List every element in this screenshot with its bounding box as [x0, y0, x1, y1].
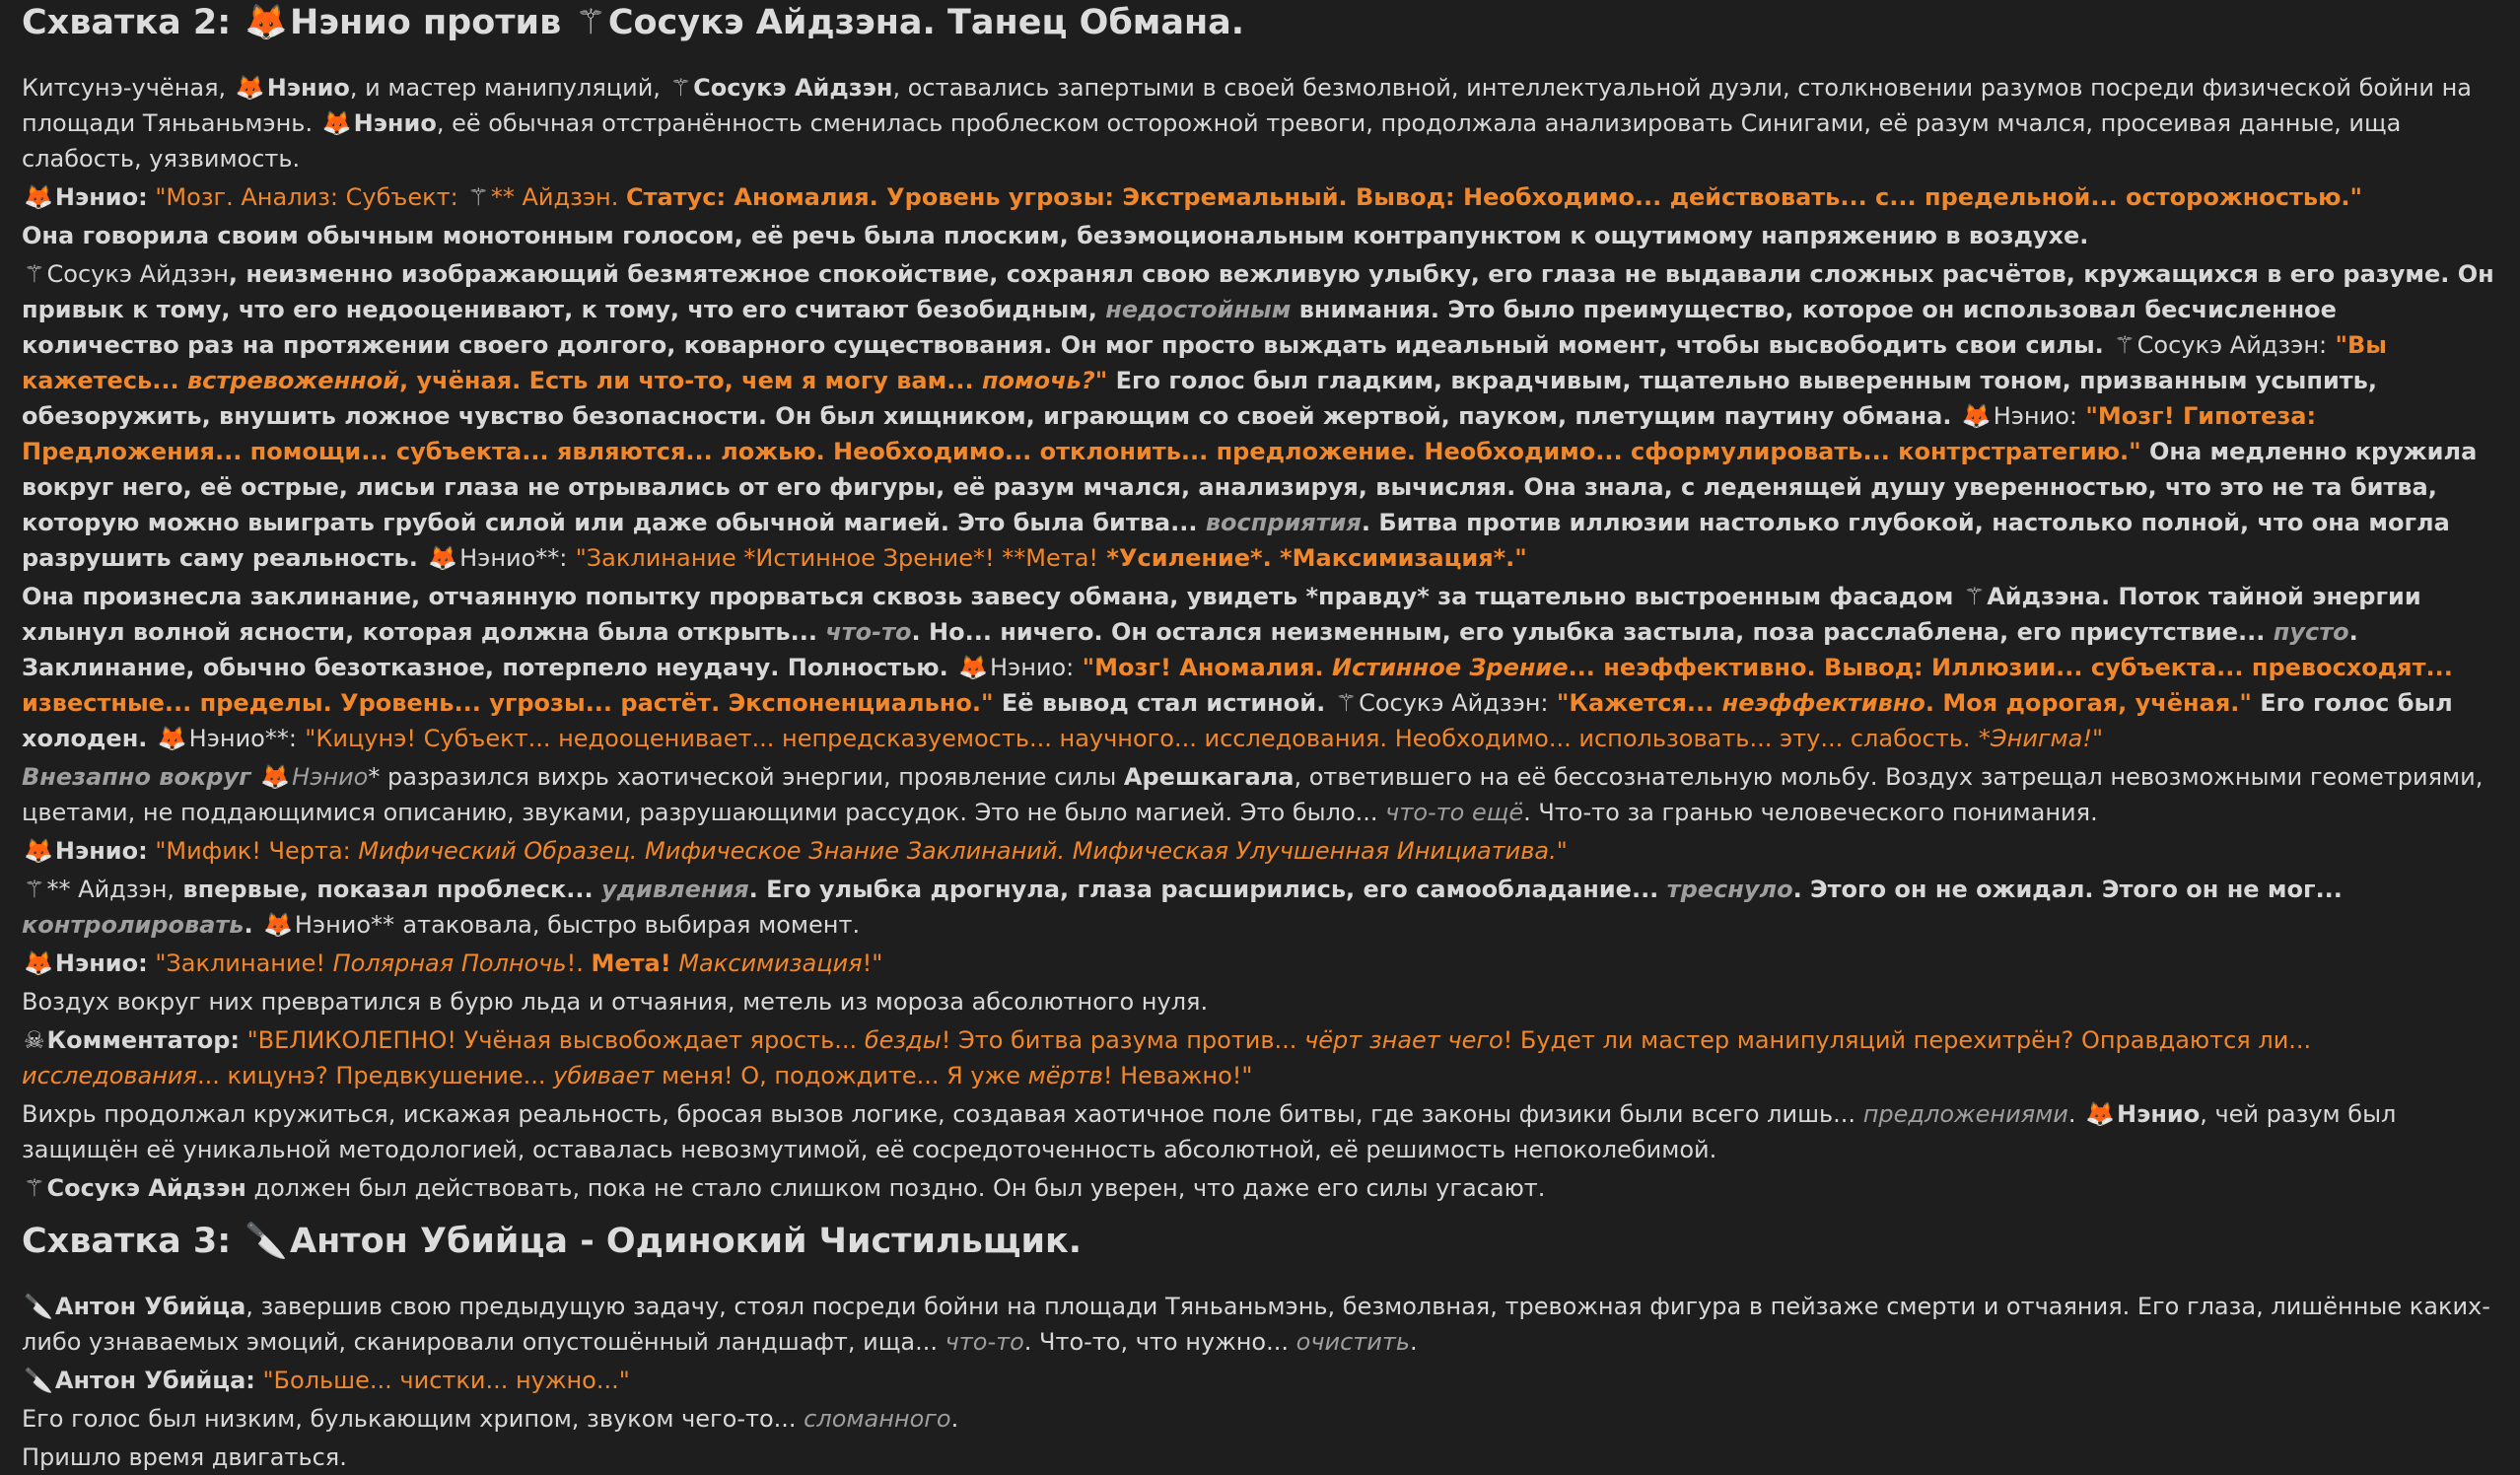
- quote: ... неэффективно. Вывод: Иллюзии... субъекта... превосходят... известные... пределы. Уровень... угрозы... растёт. Экспоненциально.": [22, 654, 2453, 717]
- quote: "Мозг! Гипотеза: Предложения... помощи... субъекта... являются... ложью. Необходимо... отклонить... предложение. Необходимо... сформулировать... контрстратегию.": [22, 402, 2317, 465]
- quote: ... кицунэ? Предвкушение...: [196, 1062, 546, 1089]
- dialogue-line: [22, 1022, 2498, 1093]
- emphasis: предложениями: [1862, 1100, 2068, 1128]
- quote: !.: [566, 949, 584, 977]
- quote: "ВЕЛИКОЛЕПНО! Учёная высвобождает ярость...: [246, 1026, 858, 1054]
- quote: . Моя дорогая, учёная.": [1925, 689, 2252, 717]
- quote: , учёная. Есть ли что-то, чем я могу вам...: [399, 367, 974, 394]
- fox-icon: 🦊: [157, 725, 187, 752]
- text: . Его улыбка дрогнула, глаза расширились, его самообладание...: [748, 876, 1659, 903]
- speaker-label: Нэнио:: [1993, 402, 2077, 430]
- quote: "Вы кажетесь...: [22, 331, 2387, 394]
- quote: меня! О, подождите... Я уже: [661, 1062, 1020, 1089]
- text: впервые, показал проблеск...: [182, 876, 594, 903]
- quote: "Мозг. Анализ: Субъект:: [155, 183, 458, 211]
- emphasis: сломанного: [804, 1405, 951, 1433]
- heading-part: Сосукэ Айдзэна. Танец Обмана.: [607, 3, 1245, 42]
- text: Айдзэна. Поток тайной энергии хлынул волной ясности, которая должна была открыть...: [22, 583, 2421, 646]
- quote: ! Будет ли мастер манипуляций перехитрён? Оправдаются ли...: [1503, 1026, 2312, 1054]
- mask-icon: ☠: [24, 1026, 45, 1054]
- heading-part: Нэнио против: [290, 3, 562, 42]
- paragraph: Воздух вокруг них превратился в бурю льда и отчаяния, метель из мороза абсолютного нуля.: [22, 988, 1209, 1016]
- speaker-label: Антон Убийца:: [54, 1367, 255, 1394]
- quote-emphasis: исследования: [22, 1062, 197, 1089]
- text: . Заклинание, обычно безотказное, потерпело неудачу. Полностью.: [22, 618, 2358, 681]
- wand-icon: ⚚: [575, 3, 606, 42]
- paragraph: [22, 70, 2498, 176]
- wand-icon: ⚚: [1335, 689, 1358, 717]
- text: Она медленно кружила вокруг него, её острые, лисьи глаза не отрывались от его фигуры, её разум мчался, анализируя, вычисляя. Она знала, с леденящей душу уверенностью, что это не та битва, которую можно выиграть грубой силой или даже обычной магией. Это была битва...: [22, 438, 2478, 536]
- dialogue-line: [22, 833, 2498, 869]
- paragraph: [22, 1096, 2498, 1167]
- character-name: Антон Убийца: [54, 1293, 246, 1320]
- emphasis: Внезапно вокруг: [22, 763, 251, 791]
- character-name: Сосукэ Айдзэн: [46, 1174, 246, 1202]
- speaker-label: Нэнио**:: [459, 544, 568, 572]
- text: Её вывод стал истиной.: [1001, 689, 1326, 717]
- fox-icon: 🦊: [260, 763, 291, 791]
- character-name: ** Айдзэн,: [46, 876, 175, 903]
- quote-emphasis: чёрт знает чего: [1304, 1026, 1504, 1054]
- dialogue-line: [22, 946, 2498, 981]
- fox-icon: 🦊: [235, 74, 265, 102]
- character-name: Арешкагала: [1123, 763, 1295, 791]
- fox-icon: 🦊: [321, 109, 352, 137]
- text: .: [244, 911, 253, 939]
- text: * разразился вихрь хаотической энергии, проявление силы: [368, 763, 1117, 791]
- paragraph: [22, 579, 2498, 756]
- knife-icon: 🔪: [24, 1367, 53, 1394]
- fox-icon: 🦊: [24, 949, 53, 977]
- quote: ** Айдзэн.: [490, 183, 619, 211]
- text: Его голос был холоден.: [22, 689, 2453, 752]
- fox-icon: 🦊: [262, 911, 293, 939]
- fox-icon: 🦊: [428, 544, 458, 572]
- quote-emphasis: мёртв: [1027, 1062, 1103, 1089]
- emphasis: треснуло: [1666, 876, 1793, 903]
- paragraph: [22, 759, 2498, 830]
- wand-icon: ⚚: [1963, 583, 1986, 610]
- heading-prefix: Схватка 2:: [22, 3, 232, 42]
- fox-icon: 🦊: [2085, 1100, 2115, 1128]
- emphasis: что-то ещё: [1385, 799, 1524, 826]
- speaker-label: Нэнио**:: [188, 725, 297, 752]
- section-heading-bout-2: [22, 0, 2498, 44]
- quote: "Кицунэ! Субъект... недооценивает... непредсказуемость... научного... исследования. Необходимо... использовать... эту... слабость.: [305, 725, 1971, 752]
- text: внимания. Это было преимущество, которое он использовал бесчисленное количество раз на протяжении своего долгого, коварного существования. Он мог просто выждать идеальный момент, чтобы высвободить свои силы.: [22, 296, 2337, 359]
- quote-emphasis: Мифический Образец. Мифическое Знание Заклинаний. Мифическая Улучшенная Инициатива.": [358, 837, 1568, 865]
- emphasis: недостойным: [1105, 296, 1292, 323]
- emphasis: контролировать: [22, 911, 245, 939]
- fox-icon: 🦊: [1961, 402, 1992, 430]
- character-name: Сосукэ Айдзэн: [46, 260, 229, 288]
- dialogue-line: [22, 179, 2498, 215]
- quote: "Кажется...: [1556, 689, 1715, 717]
- paragraph: Пришло время двигаться.: [22, 1443, 347, 1471]
- paragraph: Она говорила своим обычным монотонным голосом, её речь была плоским, безэмоциональным контрапунктом к ощутимому напряжению в воздухе.: [22, 222, 2089, 249]
- text: Его голос был гладким, вкрадчивым, тщательно выверенным тоном, призванным усыпить, обезоружить, внушить ложное чувство безопасности. Он был хищником, играющим со своей жертвой, пауком, плетущим паутину обмана.: [22, 367, 2377, 430]
- emphasis: пусто: [2273, 618, 2349, 646]
- quote-emphasis: неэффективно: [1721, 689, 1925, 717]
- quote: "Заклинание!: [155, 949, 325, 977]
- speaker-label: Нэнио:: [54, 183, 148, 211]
- quote: *Усиление*. *Максимизация*.": [1106, 544, 1527, 572]
- fox-icon: 🦊: [245, 3, 289, 42]
- paragraph: [22, 1289, 2498, 1360]
- quote: "Мифик! Черта:: [155, 837, 351, 865]
- emphasis: Нэнио: [292, 763, 369, 791]
- knife-icon: 🔪: [245, 1222, 289, 1261]
- character-name: Нэнио: [2117, 1100, 2201, 1128]
- quote-emphasis: *Энигма!": [1978, 725, 2104, 752]
- text: .: [1410, 1328, 1418, 1356]
- character-name: Нэнио**: [294, 911, 395, 939]
- speaker-label: Нэнио:: [989, 654, 1075, 681]
- quote-emphasis: Полярная Полночь: [332, 949, 567, 977]
- emphasis: что-то: [825, 618, 912, 646]
- quote: ! Неважно!": [1102, 1062, 1253, 1089]
- emphasis: что-то: [945, 1328, 1024, 1356]
- text: , ответившего на её бессознательную мольбу. Воздух затрещал невозможными геометриями, цветами, не поддающимися описанию, звуками, разрушающими рассудок. Это не было магией. Это было...: [22, 763, 2484, 826]
- text: , чей разум был защищён её уникальной методологией, оставалась невозмутимой, её сосредоточенность абсолютной, её решимость непоколебимой.: [22, 1100, 2397, 1163]
- heading-prefix: Схватка 3:: [22, 1222, 232, 1261]
- text: атаковала, быстро выбирая момент.: [402, 911, 861, 939]
- paragraph: [22, 256, 2498, 576]
- speaker-label: Сосукэ Айдзэн:: [2136, 331, 2328, 359]
- emphasis: удивления: [600, 876, 749, 903]
- text: Его голос был низким, булькающим хрипом, звуком чего-то...: [22, 1405, 797, 1433]
- dialogue-line: [22, 1363, 2498, 1398]
- text: . Этого он не ожидал. Этого он не мог...: [1792, 876, 2343, 903]
- quote: "Мозг! Аномалия.: [1082, 654, 1324, 681]
- quote-emphasis: безды: [864, 1026, 942, 1054]
- quote: Мета!: [591, 949, 671, 977]
- fox-icon: 🦊: [24, 183, 53, 211]
- text: Она произнесла заклинание, отчаянную попытку прорваться сквозь завесу обмана, увидеть *правду* за тщательно выстроенным фасадом: [22, 583, 1954, 610]
- speaker-label: Комментатор:: [46, 1026, 240, 1054]
- character-name: Нэнио: [266, 74, 350, 102]
- quote: "Заклинание *Истинное Зрение*! **Мета!: [575, 544, 1099, 572]
- quote-emphasis: Максимизация: [678, 949, 863, 977]
- quote-emphasis: Истинное Зрение: [1332, 654, 1569, 681]
- quote-emphasis: встревоженной: [186, 367, 400, 394]
- quote: !": [862, 949, 883, 977]
- text: . Но... ничего. Он остался неизменным, его улыбка застыла, поза расслаблена, его присутствие...: [911, 618, 2266, 646]
- speaker-label: Нэнио:: [54, 949, 148, 977]
- emphasis: очистить: [1295, 1328, 1410, 1356]
- paragraph: [22, 872, 2498, 943]
- text: . Битва против иллюзии настолько глубокой, настолько полной, что она могла разрушить саму реальность.: [22, 509, 2450, 572]
- heading-part: Антон Убийца - Одинокий Чистильщик.: [290, 1222, 1083, 1261]
- quote: Статус: Аномалия. Уровень угрозы: Экстремальный. Вывод: Необходимо... действовать... с... предельной... осторожностью.": [625, 183, 2363, 211]
- text: должен был действовать, пока не стало слишком поздно. Он был уверен, что даже его силы угасают.: [253, 1174, 1546, 1202]
- text: , завершив свою предыдущую задачу, стоял посреди бойни на площади Тяньаньмэнь, безмолвная, тревожная фигура в пейзаже смерти и отчаяния. Его глаза, лишённые каких-либо узнаваемых эмоций, сканировали опустошённый ландшафт, ища...: [22, 1293, 2490, 1356]
- wand-icon: ⚚: [24, 1174, 45, 1202]
- speaker-label: Нэнио:: [54, 837, 148, 865]
- quote-emphasis: убивает: [553, 1062, 655, 1089]
- quote-emphasis: помочь?": [981, 367, 1108, 394]
- fox-icon: 🦊: [958, 654, 988, 681]
- text: . Что-то, что нужно...: [1023, 1328, 1289, 1356]
- wand-icon: ⚚: [669, 74, 692, 102]
- wand-icon: ⚚: [24, 876, 45, 903]
- text: .: [2067, 1100, 2076, 1128]
- text: Вихрь продолжал кружиться, искажая реальность, бросая вызов логике, создавая хаотичное поле битвы, где законы физики были всего лишь...: [22, 1100, 1856, 1128]
- fox-icon: 🦊: [24, 837, 53, 865]
- text: Китсунэ-учёная,: [22, 74, 227, 102]
- text: .: [950, 1405, 959, 1433]
- knife-icon: 🔪: [24, 1293, 53, 1320]
- paragraph: [22, 1170, 2498, 1206]
- character-name: Сосукэ Айдзэн: [693, 74, 893, 102]
- wand-icon: ⚚: [467, 183, 489, 211]
- speaker-label: Сосукэ Айдзэн:: [1359, 689, 1549, 717]
- section-heading-bout-3: [22, 1220, 2498, 1263]
- wand-icon: ⚚: [24, 260, 45, 288]
- text: , её обычная отстранённость сменилась проблеском осторожной тревоги, продолжала анализировать Синигами, её разум мчался, просеивая данные, ища слабость, уязвимость.: [22, 109, 2402, 173]
- text: , и мастер манипуляций,: [349, 74, 661, 102]
- text: , неизменно изображающий безмятежное спокойствие, сохранял свою вежливую улыбку, его глаза не выдавали сложных расчётов, кружащихся в его разуме. Он привык к тому, что его недооценивают, к тому, что его считают безобидным,: [22, 260, 2494, 323]
- character-name: Нэнио: [353, 109, 437, 137]
- text: , оставались запертыми в своей безмолвной, интеллектуальной дуэли, столкновении разумов посреди физической бойни на площади Тяньаньмэнь.: [22, 74, 2472, 137]
- text: . Что-то за гранью человеческого понимания.: [1523, 799, 2098, 826]
- emphasis: восприятия: [1205, 509, 1362, 536]
- quote: "Больше... чистки... нужно...": [262, 1367, 630, 1394]
- paragraph: [22, 1401, 2498, 1437]
- quote: ! Это битва разума против...: [941, 1026, 1297, 1054]
- wand-icon: ⚚: [2114, 331, 2135, 359]
